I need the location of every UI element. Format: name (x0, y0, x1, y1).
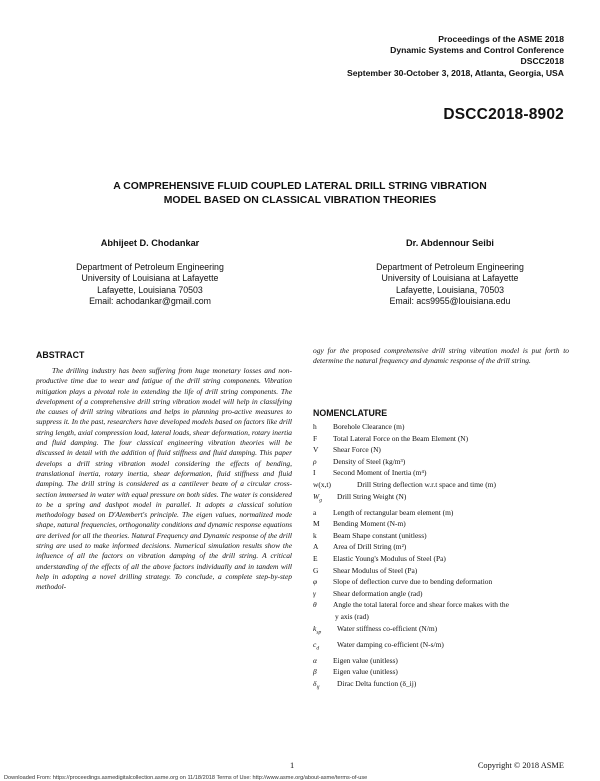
nomenclature-symbol: $c_d$ (313, 639, 320, 652)
nomenclature-symbol: w(x,t) (313, 479, 331, 489)
nomenclature-heading: NOMENCLATURE (313, 408, 388, 418)
author-name-2: Dr. Abdennour Seibi (406, 238, 494, 248)
author-affiliation-1 (0, 262, 300, 308)
nomenclature-description: Elastic Young's Modulus of Steel (Pa) (333, 554, 446, 564)
nomenclature-description: Beam Shape constant (unitless) (333, 530, 427, 540)
nomenclature-symbol: k (313, 530, 317, 540)
proceedings-line: Proceedings of the ASME 2018 (438, 34, 564, 44)
nomenclature-description: Drill String deflection w.r.t space and time (m) (357, 479, 496, 489)
nomenclature-description: Eigen value (unitless) (333, 655, 398, 665)
nomenclature-item (313, 666, 575, 678)
proceedings-header (347, 34, 564, 79)
nomenclature-symbol: a (313, 507, 317, 517)
nomenclature-symbol: I (313, 468, 316, 478)
nomenclature-symbol: α (313, 655, 317, 665)
author-affiliation-2 (300, 262, 600, 308)
nomenclature-symbol: φ (313, 577, 318, 587)
nomenclature-symbol: F (313, 433, 318, 443)
nomenclature-symbol: ρ (313, 456, 317, 466)
nomenclature-symbol: β (313, 667, 317, 677)
paper-id: DSCC2018-8902 (443, 106, 564, 123)
nomenclature-item (313, 467, 575, 479)
nomenclature-description: Dirac Delta function (δ_ij) (337, 678, 417, 688)
nomenclature-item (313, 599, 575, 611)
abstract-heading: ABSTRACT (36, 350, 85, 360)
nomenclature-item (313, 678, 575, 694)
proceedings-line: September 30-October 3, 2018, Atlanta, Georgia, USA (347, 67, 564, 78)
nomenclature-item (313, 639, 575, 655)
nomenclature-item (313, 623, 575, 639)
nomenclature-description: Shear deformation angle (rad) (333, 588, 423, 598)
nomenclature-description-continued: y axis (rad) (335, 611, 369, 621)
nomenclature-item (313, 518, 575, 530)
nomenclature-description: Area of Drill String (m²) (333, 542, 407, 552)
nomenclature-list (313, 421, 575, 694)
nomenclature-symbol: h (313, 422, 317, 431)
affiliation-line: Department of Petroleum Engineering (76, 262, 224, 272)
nomenclature-description: Slope of deflection curve due to bending deformation (333, 577, 493, 587)
nomenclature-symbol: γ (313, 588, 316, 598)
nomenclature-item (313, 491, 575, 507)
nomenclature-symbol: A (313, 542, 319, 552)
nomenclature-description: Water damping co-efficient (N-s/m) (337, 639, 444, 649)
download-notice: Downloaded From: https://proceedings.asmedigitalcollection.asme.org on 11/18/2018 Terms of Use: http://www.asme.org/about-asme/terms-of-use (4, 775, 368, 781)
nomenclature-symbol: G (313, 565, 319, 575)
nomenclature-description: Total Lateral Force on the Beam Element (N) (333, 433, 469, 443)
nomenclature-item (313, 421, 575, 433)
nomenclature-item (313, 588, 575, 600)
nomenclature-description: Length of rectangular beam element (m) (333, 507, 454, 517)
nomenclature-item (313, 565, 575, 577)
title-line-1: A COMPREHENSIVE FLUID COUPLED LATERAL DRILL STRING VIBRATION (113, 181, 487, 192)
nomenclature-symbol: $\delta_{ij}$ (313, 678, 320, 691)
proceedings-line: DSCC2018 (520, 56, 564, 67)
page-number: 1 (290, 761, 295, 770)
nomenclature-item (313, 530, 575, 542)
nomenclature-symbol: E (313, 554, 318, 564)
affiliation-line: Department of Petroleum Engineering (376, 262, 524, 272)
nomenclature-item (313, 456, 575, 468)
nomenclature-symbol: $W_g$ (313, 491, 322, 504)
nomenclature-symbol: $k_{sp}$ (313, 623, 322, 636)
nomenclature-item (313, 444, 575, 456)
nomenclature-item (313, 576, 575, 588)
paper-title (0, 180, 600, 208)
nomenclature-item (313, 433, 575, 445)
nomenclature-description: Shear Modulus of Steel (Pa) (333, 565, 418, 575)
affiliation-line: University of Louisiana at Lafayette (81, 273, 219, 284)
nomenclature-description: Water stiffness co-efficient (N/m) (337, 623, 438, 633)
nomenclature-symbol: V (313, 445, 319, 455)
nomenclature-item (313, 553, 575, 565)
nomenclature-description: Borehole Clearance (m) (333, 422, 405, 431)
nomenclature-symbol: θ (313, 600, 317, 610)
nomenclature-item (313, 507, 575, 519)
abstract-body: The drilling industry has been suffering from huge monetary losses and non-productive time due to wear and fatigue of the drill string components. Vibration mitigation plays a pivotal role in extending the life of drill string components. The development of a comprehensive drill string vibration model will help in classifying the causes of drill string vibrations and helps in planning pro-active measures to suppress it. In the past, researchers have developed models based on factors like drill string length, axial compression load, lateral loads, shear deformation, rotary inertia and fluid damping. The four classical engineering vibration theories will be discussed in detail with the addition of fluid stiffness and fluid damping. This paper develops a drill string vibration model considering the effects of bending, translational inertia, rotary inertia, shear deformation, fluid stiffness and fluid damping. The drill string is considered as a cantilever beam of a circular cross-section immersed in water with equal pressure on both sides. The water is considered to be a spring and dashpot model in parallel. It adopts a classical solution methodology based on D'Alembert's principle. The eigen values, normalized mode shape, natural frequencies, orthogonality conditions and dynamic response equations are derived for all the theories. Natural Frequency and Dynamic response of the drill string are used to make informed decisions. Numerical simulation results show the influence of all the factors on vibration damping of the drill string. A critical understanding of the effects of all the above factors individually and in tandem will help in adopting a novel drilling strategy. To conclude, a complete step-by-step methodol- (36, 366, 292, 592)
nomenclature-item (313, 479, 575, 491)
copyright-notice: Copyright © 2018 ASME (477, 761, 564, 770)
affiliation-line: University of Louisiana at Lafayette (381, 273, 519, 284)
nomenclature-description: Drill String Weight (N) (337, 491, 407, 501)
author-name-1: Abhijeet D. Chodankar (100, 238, 200, 248)
nomenclature-description: Second Moment of Inertia (m⁴) (333, 468, 427, 478)
nomenclature-description: Bending Moment (N-m) (333, 519, 406, 529)
title-line-2: MODEL BASED ON CLASSICAL VIBRATION THEORIES (163, 195, 437, 206)
nomenclature-symbol: M (313, 519, 320, 529)
nomenclature-description: Shear Force (N) (333, 445, 381, 455)
author-email: Email: acs9955@louisiana.edu (389, 296, 511, 307)
nomenclature-item (313, 655, 575, 667)
abstract-continuation: ogy for the proposed comprehensive drill string vibration model is put forth to determine the natural frequency and dynamic response of the drill string. (313, 346, 569, 366)
author-email: Email: achodankar@gmail.com (89, 296, 211, 307)
nomenclature-item (313, 541, 575, 553)
nomenclature-description: Eigen value (unitless) (333, 667, 398, 677)
proceedings-line: Dynamic Systems and Control Conference (390, 45, 564, 56)
affiliation-line: Lafayette, Louisiana, 70503 (395, 284, 505, 295)
nomenclature-description: Density of Steel (kg/m³) (333, 456, 406, 466)
nomenclature-description: Angle the total lateral force and shear force makes with the (333, 600, 509, 610)
affiliation-line: Lafayette, Louisiana 70503 (97, 284, 203, 295)
